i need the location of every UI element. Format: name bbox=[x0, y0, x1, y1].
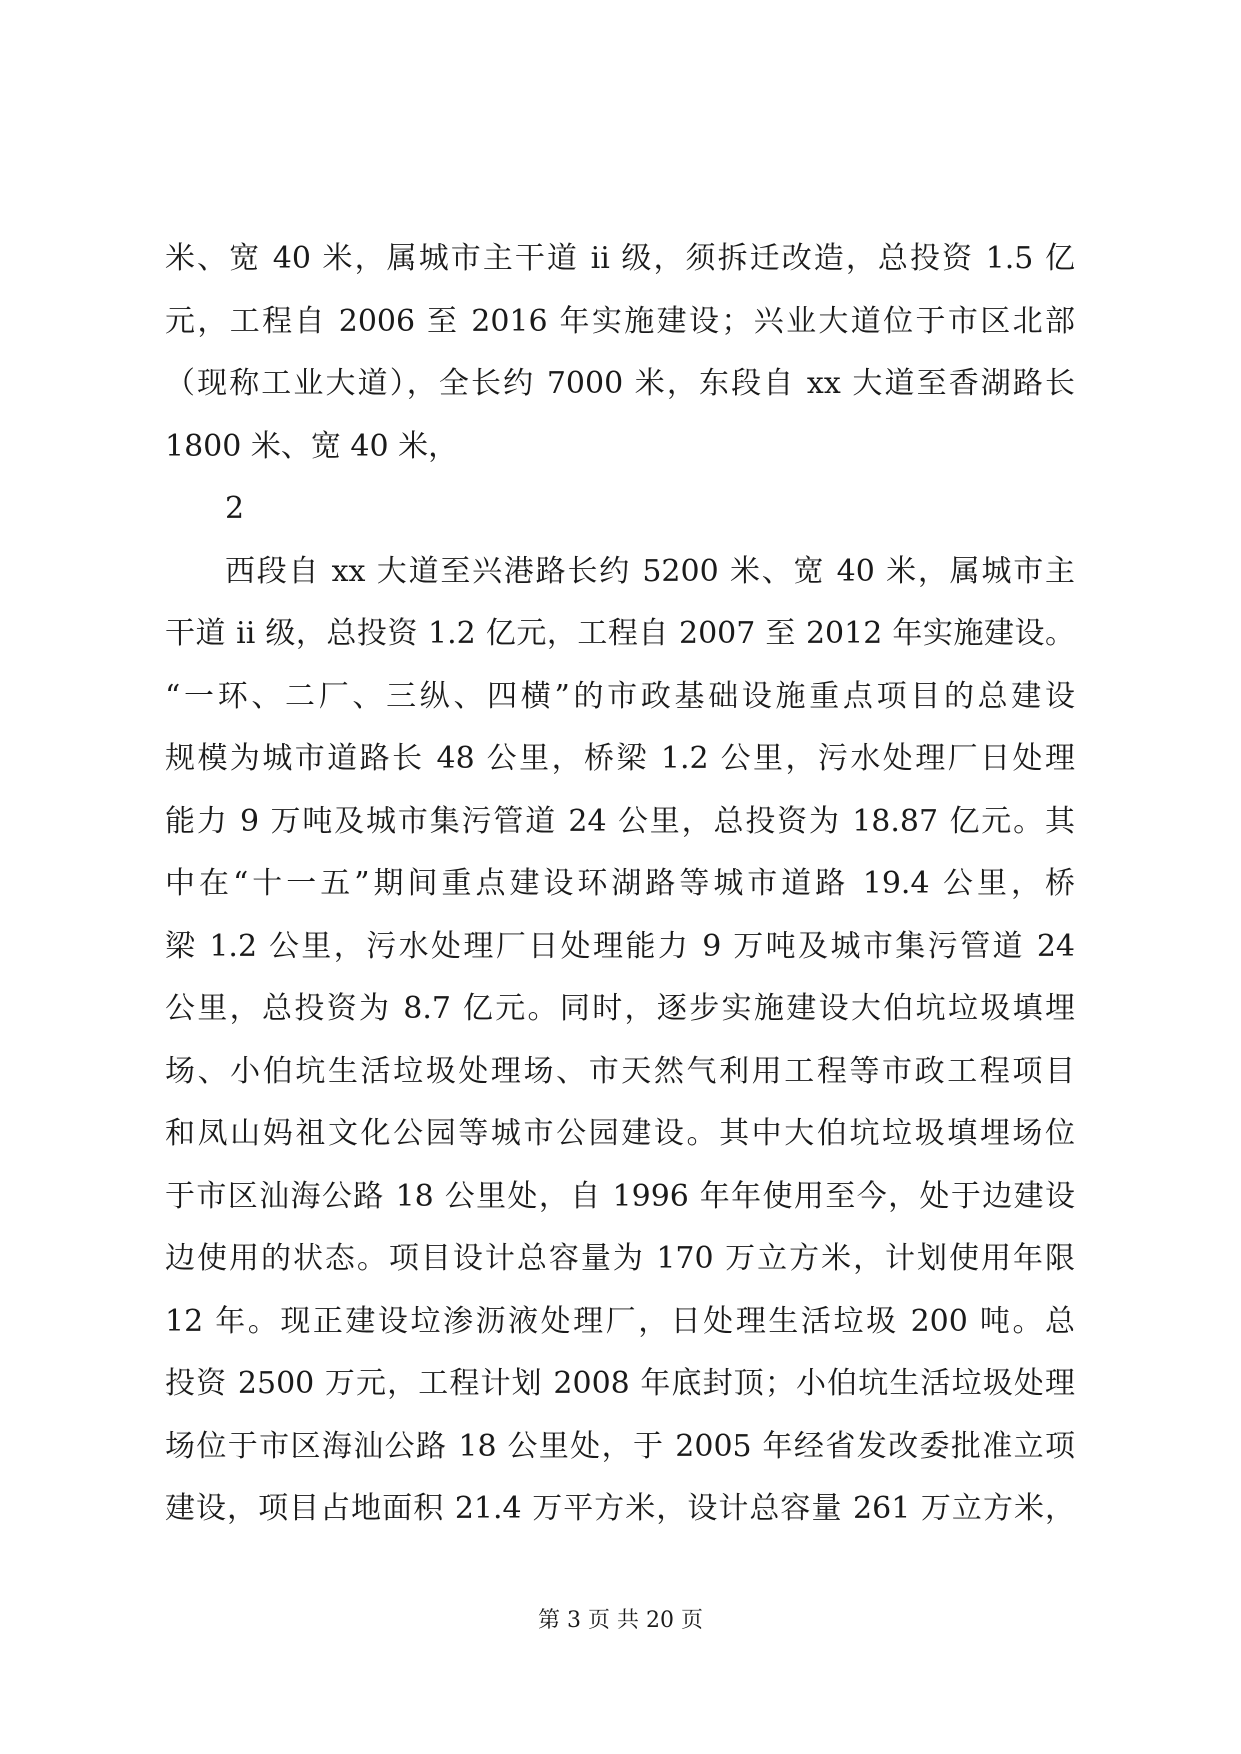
text-line: 建设，项目占地面积 21.4 万平方米，设计总容量 261 万立方米， bbox=[165, 1491, 1075, 1526]
page-footer: 第 3 页 共 20 页 bbox=[538, 1608, 703, 1633]
text-line: 能力 9 万吨及城市集污管道 24 公里，总投资为 18.87 亿元。其 bbox=[165, 803, 1075, 839]
text-line: 1800 米、宽 40 米， bbox=[165, 428, 459, 464]
body-text bbox=[165, 228, 1075, 1541]
text-line: 米、宽 40 米，属城市主干道 ii 级，须拆迁改造，总投资 1.5 亿 bbox=[165, 241, 1075, 276]
inline-page-number: 2 bbox=[225, 491, 245, 526]
text-line: 元，工程自 2006 至 2016 年实施建设；兴业大道位于市区北部 bbox=[165, 303, 1075, 339]
text-line: 规模为城市道路长 48 公里，桥梁 1.2 公里，污水处理厂日处理 bbox=[165, 741, 1075, 776]
text-line: 公里，总投资为 8.7 亿元。同时，逐步实施建设大伯坑垃圾填埋 bbox=[165, 991, 1075, 1026]
text-line: 边使用的状态。项目设计总容量为 170 万立方米，计划使用年限 bbox=[165, 1241, 1075, 1276]
text-line: 投资 2500 万元，工程计划 2008 年底封顶；小伯坑生活垃圾处理 bbox=[165, 1366, 1075, 1401]
text-line: 场位于市区海汕公路 18 公里处，于 2005 年经省发改委批准立项 bbox=[165, 1428, 1075, 1464]
text-line: 场、小伯坑生活垃圾处理场、市天然气利用工程等市政工程项目 bbox=[165, 1053, 1075, 1089]
text-line: 中在“十一五”期间重点建设环湖路等城市道路 19.4 公里，桥 bbox=[165, 866, 1075, 901]
text-line: 于市区汕海公路 18 公里处，自 1996 年年使用至今，处于边建设 bbox=[165, 1178, 1075, 1214]
text-line: 西段自 xx 大道至兴港路长约 5200 米、宽 40 米，属城市主 bbox=[225, 553, 1075, 589]
text-line: 干道 ii 级，总投资 1.2 亿元，工程自 2007 至 2012 年实施建设。 bbox=[165, 616, 1075, 651]
text-line: 和凤山妈祖文化公园等城市公园建设。其中大伯坑垃圾填埋场位 bbox=[165, 1116, 1075, 1151]
text-line: 梁 1.2 公里，污水处理厂日处理能力 9 万吨及城市集污管道 24 bbox=[165, 928, 1075, 964]
text-line: 12 年。现正建设垃渗沥液处理厂，日处理生活垃圾 200 吨。总 bbox=[165, 1303, 1075, 1339]
text-line: “一环、二厂、三纵、四横”的市政基础设施重点项目的总建设 bbox=[165, 678, 1075, 714]
text-line: （现称工业大道），全长约 7000 米，东段自 xx 大道至香湖路长 bbox=[165, 366, 1075, 401]
